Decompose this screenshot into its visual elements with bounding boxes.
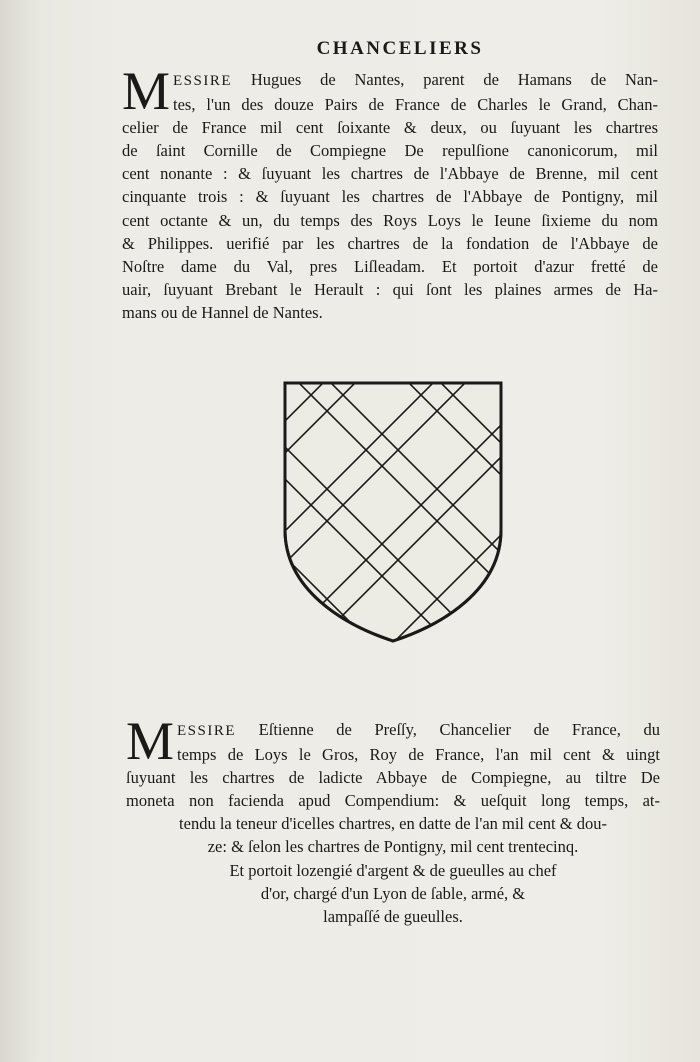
small-caps: ESSIRE [177,723,237,739]
text-line: tes, l'un des douze Pairs de France de Charles le Grand, Chan- [173,95,658,115]
text-line: ESSIRE Eſtienne de Preſſy, Chancelier de France, du [177,720,660,739]
text-line: Noſtre dame du Val, pres Liſleadam. Et portoit d'azur fretté de [122,256,658,276]
text-line: cent octante & un, du temps des Roys Loys le Ieune ſixieme du nom [122,210,658,230]
drop-cap: M [122,61,171,121]
text-line: celier de France mil cent ſoixante & deux, ou ſuyuant les chartres [122,118,658,138]
text-line: cinquante trois : & ſuyuant les chartres de l'Abbaye de Pontigny, mil [122,187,658,207]
text-line: ſuyuant les chartres de ladicte Abbaye de Compiegne, au tiltre De [126,768,660,788]
text-line: moneta non facienda apud Compendium: & ueſquit long temps, at- [126,791,660,811]
text-line: ze: & ſelon les chartres de Pontigny, mil cent trentecinq. [207,837,579,857]
text-line: lampaſſé de gueulles. [323,906,463,926]
text-line: tendu la teneur d'icelles chartres, en datte de l'an mil cent & dou- [179,814,607,834]
text-line: de ſaint Cornille de Compiegne De repulſione canonicorum, mil [122,141,658,161]
text-line: ESSIRE Hugues de Nantes, parent de Hamans de Nan- [173,70,658,89]
entry-hugues-de-nantes [122,61,658,324]
text-line: d'or, chargé d'un Lyon de ſable, armé, & [260,883,526,903]
text-line: cent nonante : & ſuyuant les chartres de l'Abbaye de Brenne, mil cent [122,164,658,184]
fretty-shield-icon [282,380,504,644]
text-line: temps de Loys le Gros, Roy de France, l'an mil cent & uingt [177,745,660,765]
text-line: & Philippes. uerifié par les chartres de la fondation de l'Abbaye de [122,233,658,253]
text-line: uair, ſuyuant Brebant le Herault : qui ſont les plaines armes de Ha- [122,279,658,299]
text-line: mans ou de Hannel de Nantes. [122,302,323,322]
drop-cap: M [126,711,175,771]
text-line: Et portoit lozengié d'argent & de gueulles au chef [229,860,557,880]
small-caps: ESSIRE [173,73,233,89]
page-title: CHANCELIERS [316,38,484,59]
entry-estienne-de-pressy [126,711,660,928]
